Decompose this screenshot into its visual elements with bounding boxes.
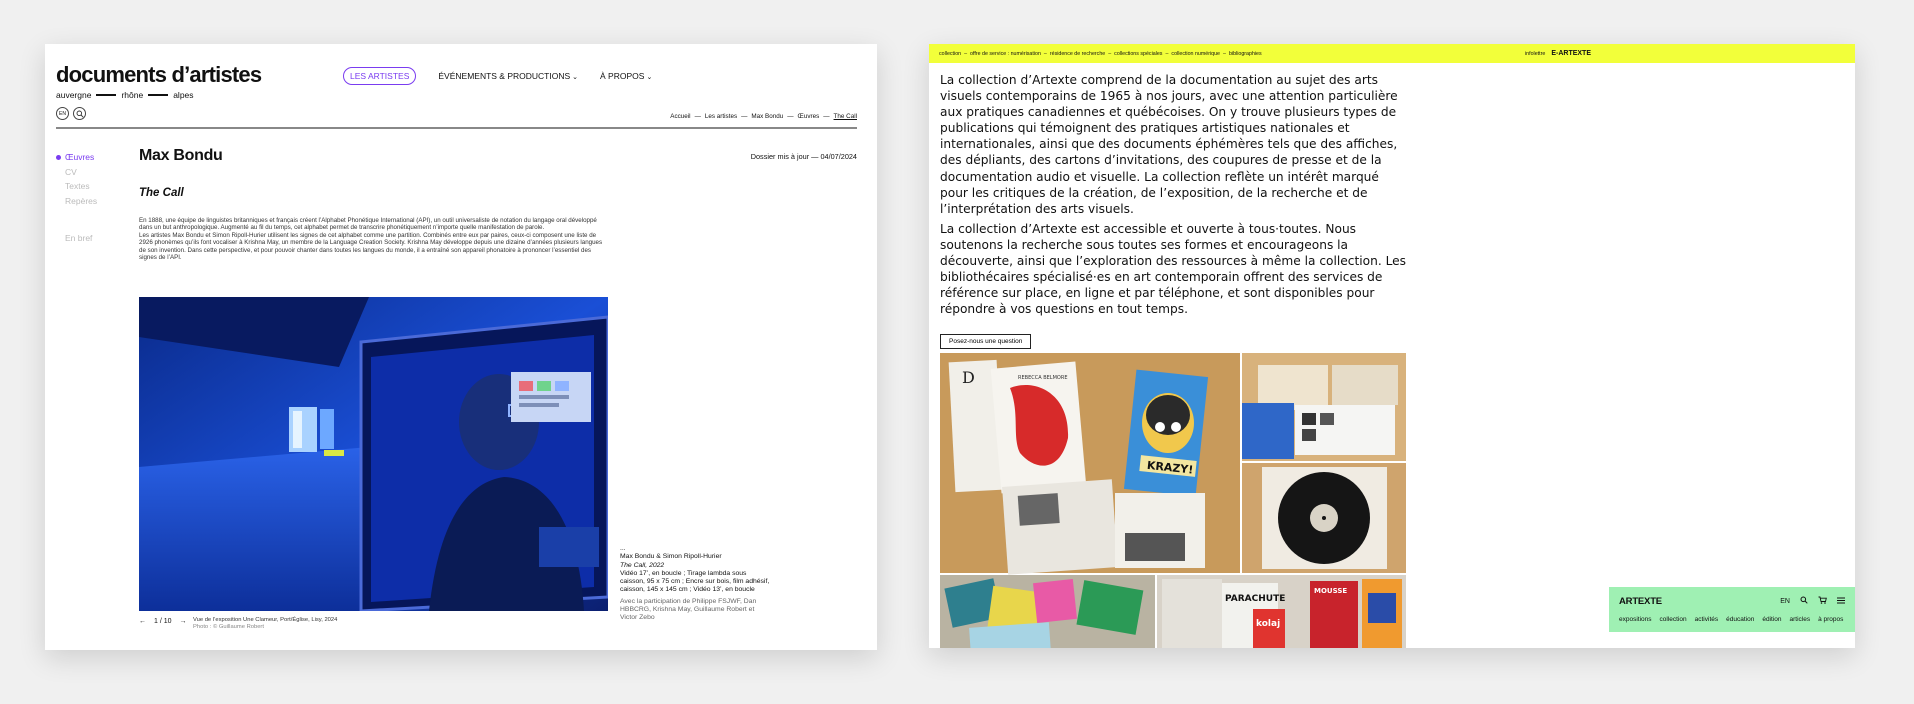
- top-link-sep: –: [1223, 50, 1226, 57]
- menu-icon[interactable]: [1837, 597, 1845, 606]
- top-link[interactable]: collection: [939, 50, 962, 57]
- breadcrumb-sep: —: [823, 113, 830, 120]
- chevron-down-icon: ⌄: [572, 74, 579, 81]
- nav-link-education[interactable]: éducation: [1726, 616, 1755, 623]
- logo-dash: [96, 94, 116, 96]
- mosaic-author: REBECCA BELMORE: [1018, 375, 1068, 381]
- ask-question-button[interactable]: Posez-nous une question: [940, 334, 1031, 349]
- arrow-left-icon[interactable]: ←: [139, 618, 146, 625]
- top-bar: [929, 44, 1855, 63]
- top-link[interactable]: collection numérique: [1171, 50, 1221, 57]
- access-paragraph: La collection d’Artexte est accessible et ouverte à tous·toutes. Nous soutenons la recherche sous toutes ses formes et encourageons la découverte, ainsi que l’exploration des ressources à même la collection. Les bibliothécaires spécialisé·es en art contemporain offrent des services de référence sur place, en ligne et par téléphone, et sont disponibles pour répondre à vos questions en tout temps.: [940, 222, 1406, 317]
- gallery-counter: 1 / 10: [154, 618, 172, 625]
- en-language-icon[interactable]: EN: [56, 107, 69, 120]
- nav-a-propos[interactable]: À PROPOS ⌄: [600, 71, 653, 81]
- mosaic-kolaj: kolaj: [1256, 619, 1281, 629]
- breadcrumb-item[interactable]: Les artistes: [704, 113, 738, 120]
- top-link-sep: –: [1108, 50, 1112, 57]
- nav-link-collection[interactable]: collection: [1659, 616, 1687, 623]
- region-label: rhône: [121, 90, 144, 100]
- nav-link-expositions[interactable]: expositions: [1619, 616, 1652, 623]
- collection-photo-mosaic: [940, 353, 1406, 648]
- nav-box-links: [1619, 616, 1843, 623]
- artist-sidebar: [56, 150, 97, 246]
- main-nav: [343, 67, 652, 85]
- artwork-photo[interactable]: [139, 297, 608, 611]
- nav-link-a-propos[interactable]: à propos: [1818, 616, 1844, 623]
- header-divider: [56, 127, 857, 129]
- collection-paragraph: La collection d’Artexte comprend de la documentation au sujet des arts visuels contemporains de 1965 à nos jours, avec une attention particulière aux pratiques canadiennes et québécoises. On y trouve plusieurs types de publications qui témoignent des pratiques artistiques nationales et internationales, ainsi que des documents éphémères tels que des affiches, des dépliants, des cartons d’invitations, des coupures de presse et de la documentation audio et visuelle. La collection reflète un intérêt marqué pour les critiques de la création, de l’exposition, de la recherche et de l’interprétation des arts visuels.: [940, 73, 1398, 216]
- top-link[interactable]: bibliographies: [1228, 50, 1262, 57]
- details-specs: Vidéo 17’, en boucle ; Tirage lambda sous caisson, 95 x 75 cm ; Encre sur bois, film adhésif, caisson, 145 x 145 cm ; Vidéo 13’, en boucle: [620, 569, 770, 594]
- work-details: [620, 545, 770, 623]
- top-link-sep: –: [1043, 50, 1047, 57]
- logo-title: documents d’artistes: [56, 62, 262, 87]
- nav-evenements[interactable]: ÉVÉNEMENTS & PRODUCTIONS ⌄: [438, 71, 579, 81]
- breadcrumb-item[interactable]: Accueil: [670, 113, 691, 120]
- details-participation: Avec la participation de Philippe FSJWF, Dan HBBCRG, Krishna May, Guillaume Robert et Victor Zebo: [620, 597, 757, 622]
- region-label: auvergne: [56, 90, 92, 100]
- nav-link-edition[interactable]: édition: [1762, 616, 1782, 623]
- logo-dash: [148, 94, 168, 96]
- sidebar-item-oeuvres[interactable]: Œuvres: [56, 150, 97, 165]
- breadcrumb-sep: —: [741, 113, 748, 120]
- chevron-down-icon: ⌄: [646, 74, 653, 81]
- mosaic-parachute: PARACHUTE: [1225, 594, 1286, 604]
- cart-icon[interactable]: [1818, 596, 1827, 606]
- description-paragraph: En 1888, une équipe de linguistes britanniques et français créent l’Alphabet Phonétique International (API), un outil universaliste de notation du langage oral développé dans un but anthropologique. Augmenté au fil du temps, cet alphabet permet de transcrire phonétiquement n’importe quelle manifestation de parole.: [139, 217, 597, 232]
- breadcrumb-item[interactable]: Œuvres: [797, 113, 820, 120]
- page-title: Max Bondu: [139, 147, 223, 164]
- search-icon[interactable]: [1800, 596, 1808, 606]
- nav-link-articles[interactable]: articles: [1789, 616, 1811, 623]
- sidebar-item-cv[interactable]: CV: [65, 166, 77, 177]
- top-link[interactable]: offre de service : numérisation: [970, 50, 1041, 57]
- language-toggle[interactable]: EN: [1780, 597, 1790, 605]
- site-logo[interactable]: [56, 64, 261, 100]
- top-link[interactable]: résidence de recherche: [1049, 50, 1106, 57]
- work-title: The Call: [139, 187, 184, 199]
- search-icon[interactable]: [73, 107, 86, 120]
- details-artists: Max Bondu & Simon Ripoll-Hurier: [620, 553, 722, 561]
- breadcrumb-item[interactable]: Max Bondu: [751, 113, 784, 120]
- nav-box-icons: [1780, 596, 1845, 606]
- artexte-logo[interactable]: ARTEXTE: [1619, 596, 1662, 607]
- sidebar-item-textes[interactable]: Textes: [65, 181, 90, 191]
- arrow-right-icon[interactable]: →: [179, 618, 187, 625]
- mosaic-mousse: MOUSSE: [1314, 587, 1348, 595]
- gallery-controls: [139, 618, 187, 625]
- work-description: [139, 217, 605, 261]
- nav-les-artistes[interactable]: LES ARTISTES: [343, 67, 416, 85]
- caption-text: Vue de l’exposition Une Clameur, Port/Église, Lisy, 2024: [193, 617, 338, 623]
- logo-regions: [56, 90, 261, 100]
- sidebar-item-reperes[interactable]: Repères: [65, 195, 98, 206]
- region-label: alpes: [173, 90, 194, 100]
- utility-icons: [56, 107, 86, 120]
- top-links: [939, 51, 1262, 57]
- top-brand: [1525, 44, 1591, 63]
- breadcrumb: [670, 113, 857, 120]
- newsletter-link[interactable]: infolettre: [1525, 50, 1546, 57]
- details-work: The Call, 2022: [620, 561, 665, 569]
- update-date: Dossier mis à jour — 04/07/2024: [750, 152, 857, 161]
- artexte-page: [929, 44, 1855, 648]
- top-link[interactable]: collections spéciales: [1114, 50, 1163, 57]
- mosaic-krazy: KRAZY!: [1146, 458, 1194, 477]
- e-artexte-link[interactable]: E-ARTEXTE: [1551, 50, 1591, 57]
- breadcrumb-sep: —: [787, 113, 794, 120]
- photo-credit: Photo : © Guillaume Robert: [193, 624, 264, 631]
- breadcrumb-sep: —: [694, 113, 701, 120]
- top-link-sep: –: [1165, 50, 1169, 57]
- nav-link-activites[interactable]: activités: [1694, 616, 1719, 623]
- description-paragraph: Les artistes Max Bondu et Simon Ripoll-Hurier utilisent les signes de cet alphabet comme une partition. Combinés entre eux par paires, ceux-ci composent une liste de 2926 phonèmes qu’ils font vocaliser à Krishna May, un membre de la Language Creation Society. Krishna May développe depuis une dizaine d’années plusieurs langues de son invention. Dans cette perspective, et pour pouvoir chanter dans toutes les langues du monde, il a entraîné son appareil phonatoire à prononcer l’essentiel des signes de l’API.: [139, 231, 603, 262]
- documents-dartistes-page: [45, 44, 877, 650]
- sidebar-item-en-bref[interactable]: En bref: [65, 233, 93, 243]
- svg-text:D: D: [962, 368, 975, 387]
- image-caption: [193, 617, 337, 632]
- breadcrumb-current: The Call: [833, 113, 857, 120]
- details-dots: ...: [620, 545, 626, 552]
- top-link-sep: –: [964, 50, 968, 57]
- artexte-nav-box: [1609, 587, 1855, 632]
